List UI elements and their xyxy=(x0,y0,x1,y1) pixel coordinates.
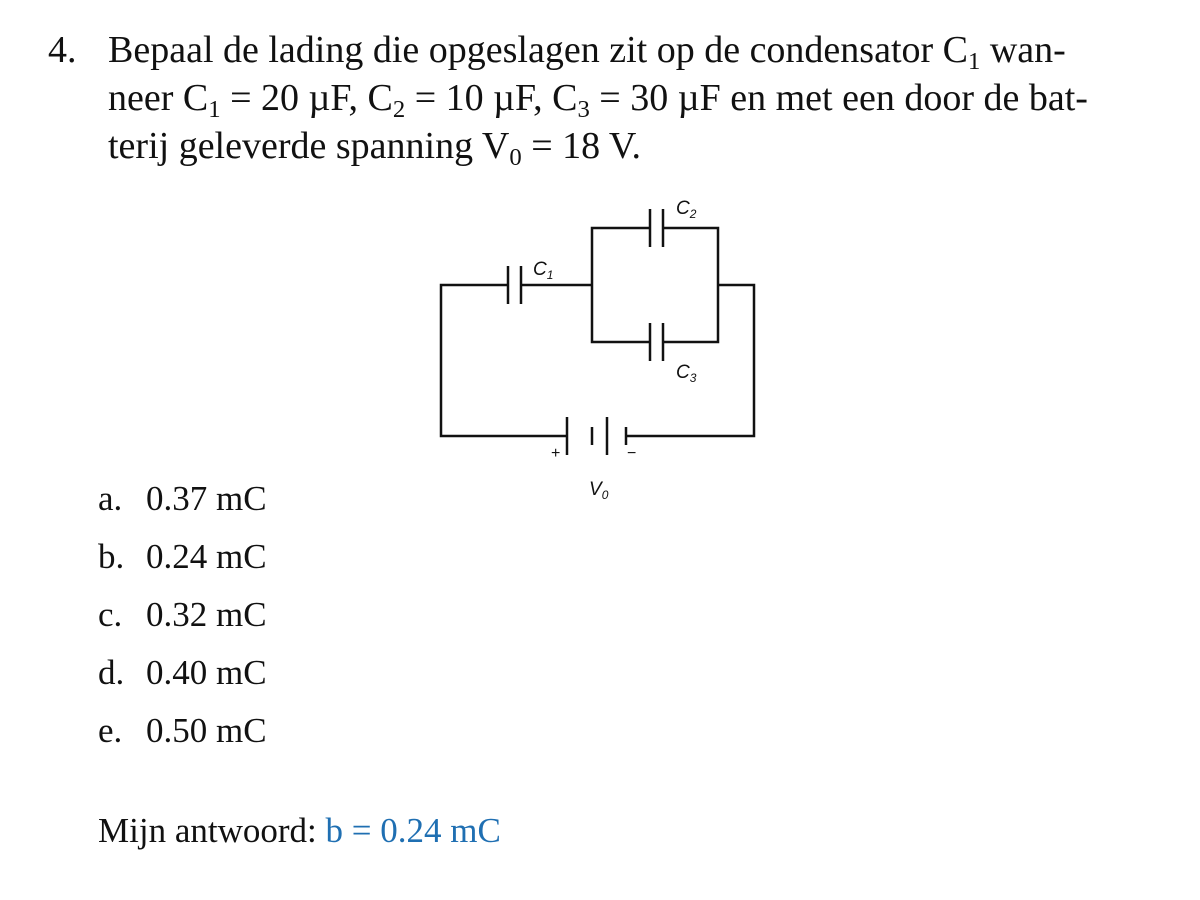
option-text: 0.32 mC xyxy=(146,595,267,634)
subscript: 1 xyxy=(968,47,981,75)
c3-label: $C_3$ xyxy=(676,362,697,385)
option-d[interactable] xyxy=(98,644,267,702)
capacitor-c1 xyxy=(508,266,521,304)
question-line-2-b: = 20 µF, C xyxy=(220,77,393,119)
question-line-2-d: = 30 µF en met een door de bat- xyxy=(589,77,1088,119)
question-line-1 xyxy=(108,26,1158,74)
plus-sign: + xyxy=(551,445,561,462)
question-line-1-end: wan- xyxy=(980,29,1066,71)
question-line-2 xyxy=(108,74,1158,122)
question-number: 4. xyxy=(48,29,77,71)
question-line-2-a: neer C xyxy=(108,77,209,119)
option-c[interactable] xyxy=(98,586,267,644)
question-line-3-a: terij geleverde spanning V xyxy=(108,125,510,167)
option-letter: a. xyxy=(98,479,123,518)
capacitor-c3 xyxy=(650,323,663,361)
battery-symbol xyxy=(567,417,626,455)
my-answer-value: b = 0.24 mC xyxy=(325,811,501,850)
subscript: 3 xyxy=(577,95,590,123)
question-line-3-b: = 18 V. xyxy=(521,125,641,167)
option-letter: e. xyxy=(98,711,123,750)
c2-label: $C_2$ xyxy=(676,198,697,221)
subscript: 2 xyxy=(392,95,406,123)
option-text: 0.40 mC xyxy=(146,653,267,692)
option-letter: d. xyxy=(98,653,125,692)
capacitor-c2 xyxy=(650,209,663,247)
my-answer xyxy=(98,806,501,856)
option-text: 0.50 mC xyxy=(146,711,267,750)
question-line-2-c: = 10 µF, C xyxy=(405,77,578,119)
circuit-diagram xyxy=(420,190,780,520)
c1-label: $C_1$ xyxy=(533,259,554,282)
battery-voltage-label: $V_0$ xyxy=(589,479,609,502)
option-letter: c. xyxy=(98,595,123,634)
option-e[interactable] xyxy=(98,702,267,760)
option-letter: b. xyxy=(98,537,125,576)
question-text xyxy=(108,26,1158,170)
option-text: 0.37 mC xyxy=(146,479,267,518)
minus-sign: − xyxy=(627,445,637,462)
answer-options xyxy=(98,470,267,760)
option-a[interactable] xyxy=(98,470,267,528)
question-line-1-text: Bepaal de lading die opgeslagen zit op de condensator C xyxy=(108,29,969,71)
my-answer-label: Mijn antwoord: xyxy=(98,811,326,850)
subscript: 0 xyxy=(509,143,522,171)
option-text: 0.24 mC xyxy=(146,537,267,576)
subscript: 1 xyxy=(208,95,221,123)
option-b[interactable] xyxy=(98,528,267,586)
question-line-3 xyxy=(108,122,1158,170)
circuit-wires xyxy=(441,228,754,436)
